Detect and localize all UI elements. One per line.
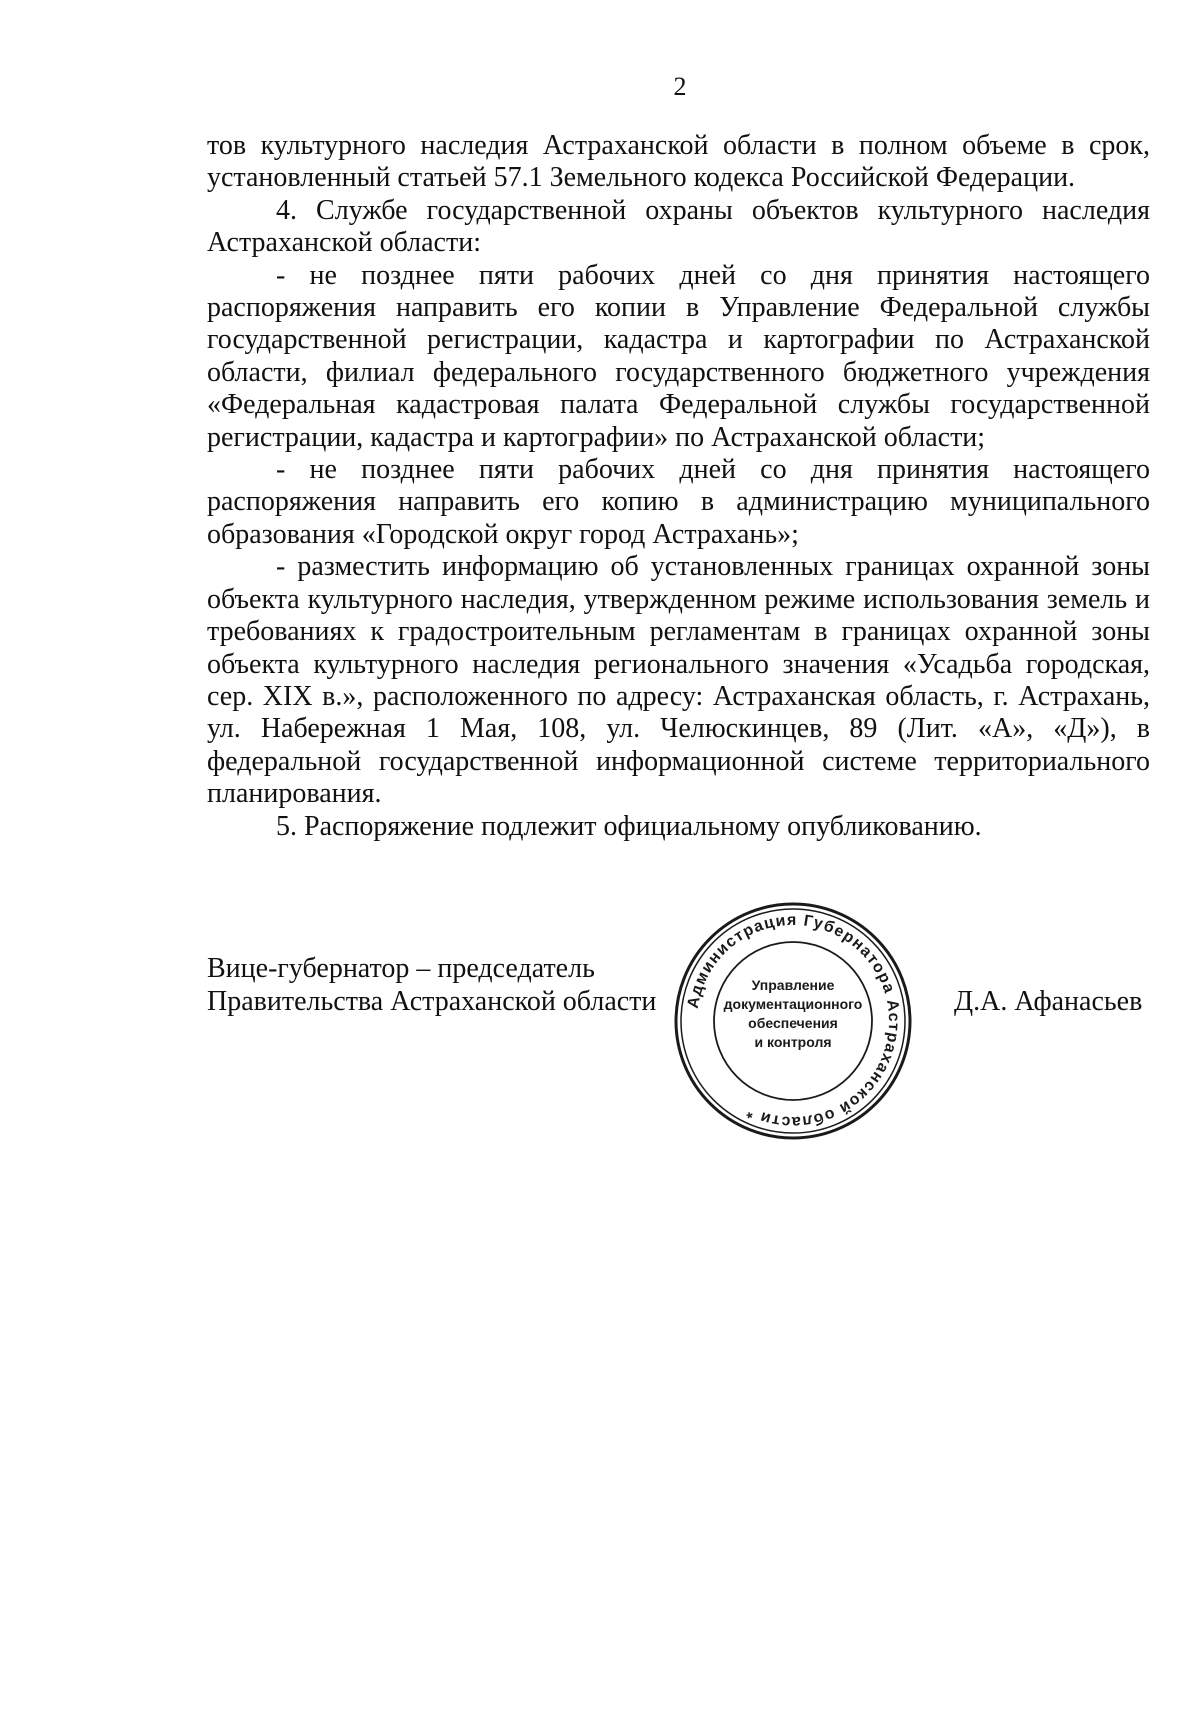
signatory-position-line1: Вице-губернатор – председатель [207, 953, 595, 984]
stamp-center-text [673, 976, 913, 1052]
paragraph-bullet-publish-info: - разместить информацию об установленных границах охранной зоны объекта культурного наследия, утвержденном режиме использования земель и требованиях к градостроительным регламентам в границах охранной зоны объекта культурного наследия регионального значения «Усадьба городская, сер. XIX в.», расположенного по адресу: Астраханская область, г. Астрахань, ул. Набережная 1 Мая, 108, ул. Челюскинцев, 89 (Лит. «А», «Д»), в федеральной государственной информационной системе территориального планирования. [207, 551, 1150, 810]
signatory-position-line2: Правительства Астраханской области [207, 986, 657, 1017]
paragraph-item-5: 5. Распоряжение подлежит официальному опубликованию. [276, 810, 982, 842]
stamp-center-line2: документационного [723, 996, 863, 1012]
stamp-ring-text: Администрация Губернатора Астраханской области * [684, 911, 903, 1131]
official-stamp [673, 901, 913, 1141]
paragraph-item-4: 4. Службе государственной охраны объектов культурного наследия Астраханской области: [207, 194, 1150, 259]
stamp-center-line3: обеспечения [748, 1015, 838, 1031]
paragraph-bullet-send-administration: - не позднее пяти рабочих дней со дня принятия настоящего распоряжения направить его копию в администрацию муниципального образования «Городской округ город Астрахань»; [207, 454, 1150, 550]
page-number: 2 [673, 72, 687, 101]
stamp-center-line4: и контроля [754, 1034, 832, 1050]
document-body [207, 130, 1150, 843]
paragraph-bullet-send-copies: - не позднее пяти рабочих дней со дня принятия настоящего распоряжения направить его копии в Управление Федеральной службы государственной регистрации, кадастра и картографии по Астраханской области, филиал федерального государственного бюджетного учреждения «Федеральная кадастровая палата Федеральной службы государственной регистрации, кадастра и картографии» по Астраханской области; [207, 259, 1150, 453]
signatory-position [207, 952, 656, 1018]
stamp-center-line1: Управление [751, 977, 835, 993]
paragraph-continuation: тов культурного наследия Астраханской области в полном объеме в срок, установленный статьей 57.1 Земельного кодекса Российской Федерации. [207, 130, 1150, 194]
signatory-name: Д.А. Афанасьев [954, 986, 1143, 1017]
